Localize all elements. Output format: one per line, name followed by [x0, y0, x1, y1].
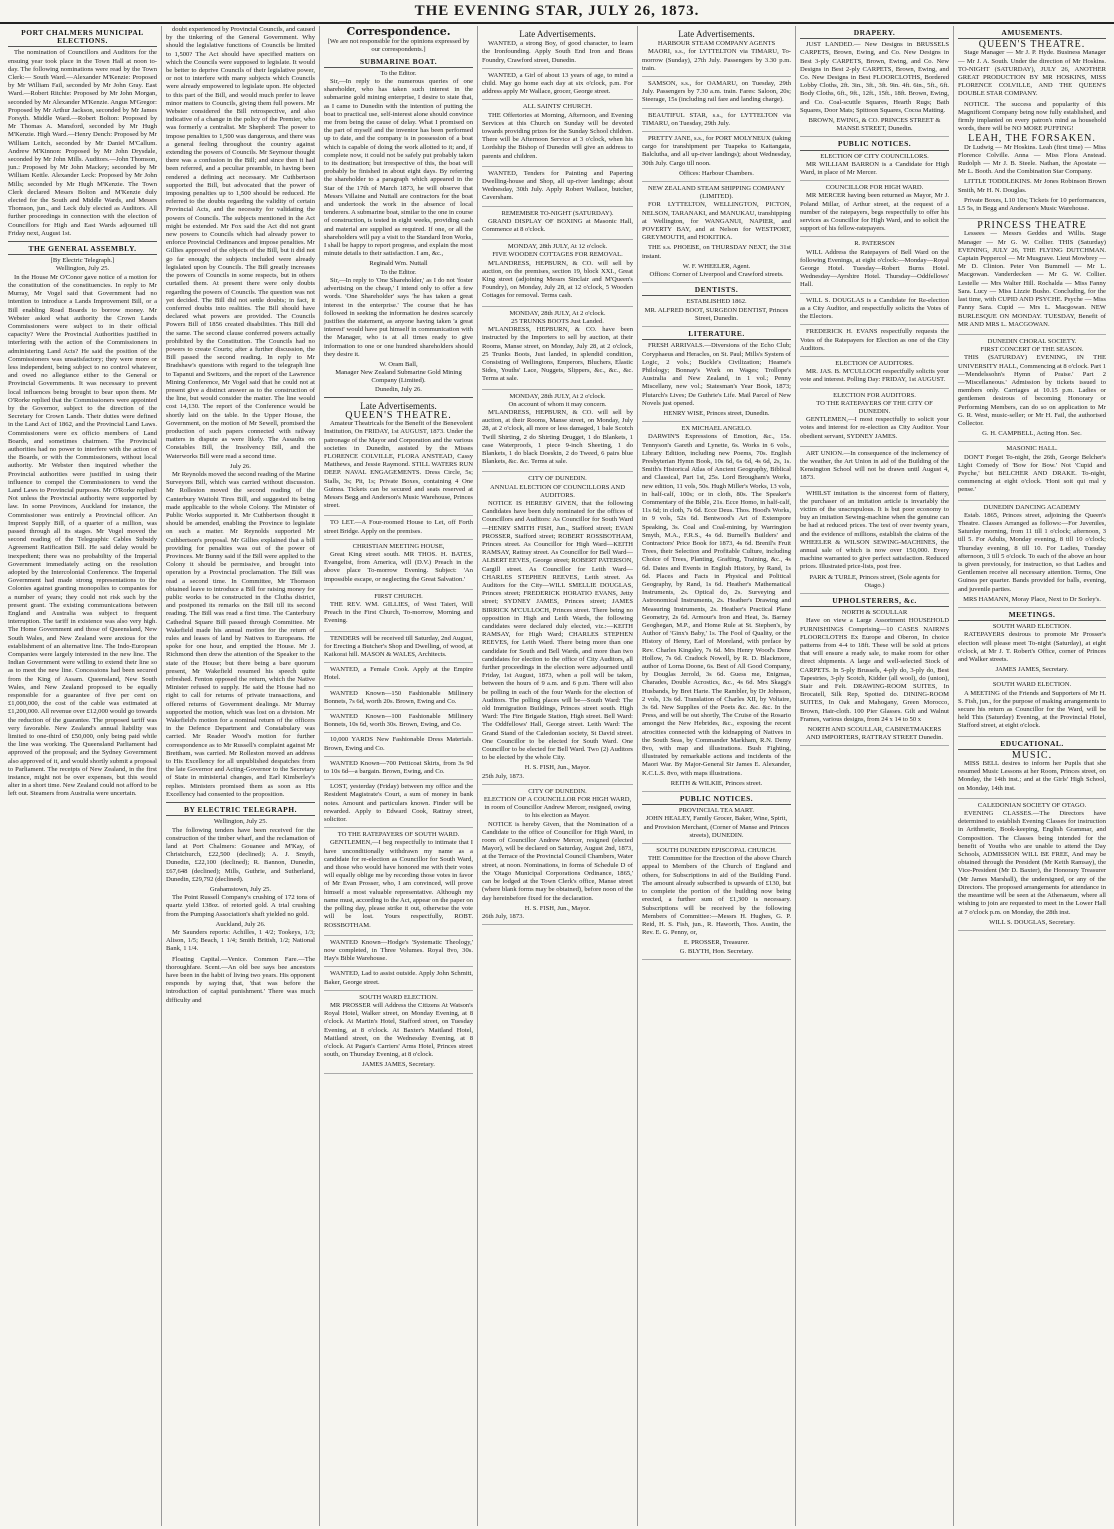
ad-body: WHILST imitation is the sincerest form of flattery, the purchaser of an imitation article is invariably the victim of the unscrupulous. It is but poor economy to buy an imitation Sewing-machine when the genuine can be had at reduced prices. The test of over twenty years, and the evidence of millions, establish the claims of the WHEELER & WILSON SEWING-MACHINES, the annual sale of which is now over 150,000. Every machine warranted to give perfect satisfaction. Reduced prices. Illustrated price-lists, post free. — [800, 489, 949, 571]
advertisement — [482, 210, 633, 241]
dateline: July 26. — [230, 462, 251, 470]
ad-headline: FIRST CHURCH. — [374, 592, 423, 600]
ad-body: Lessees — Messrs Geddes and Willis. Stage Manager — Mr G. W. Collier. THIS (Saturday) EVENING, JULY 26, THE FLYING DUTCHMAN. Captain Peppercol — Mr Musgrave. Lieut Mowbrey — Mr D. Clinton. Peter Von Bummell — Mr L. Macgowan. Vanderdecken — Mr G. W. Collier. Lestelle — Mrs Walter Hill. Rochalda — Miss Fanny Sara. Lucy — Miss Lizzie Busho. Concluding, for the last time, with CUPID AND PSYCHE. Psyche — Miss Fanny Sara. Cupid — Mrs L. Macgowan. NEW BURLESQUE ON MONDAY. TUESDAY, Benefit of MR AND MRS L. MACGOWAN. — [958, 230, 1106, 328]
ad-body: FOR LYTTELTON, WELLINGTON, PICTON, NELSON, TARANAKI, and MANUKAU, transhipping at Wellington, for WANGANUI, NAPIER, and POVERTY BAY, and at Nelson for WESTPORT, GREYMOUTH, and HOKITIKA. — [642, 201, 791, 242]
ad-date: 26th July, 1873. — [482, 912, 525, 920]
ad-headline: PRINCESS THEATRE — [977, 220, 1087, 232]
ad-headline: ALL SAINTS' CHURCH. — [522, 103, 593, 111]
ad-signature: W. F. WHEELER, Agent. — [682, 262, 751, 270]
ad-headline: MUSIC. — [1011, 749, 1053, 761]
ad-signature: E. PROSSER, Treasurer. — [683, 939, 750, 947]
page-columns — [4, 26, 1110, 1526]
advertisement: WANTED, a strong Boy, of good character, to learn the Ironfounding. Apply South End Iron and Brass Foundry, Crawford street, Dunedin. — [482, 40, 633, 69]
ad-body: THE REV. WM. GILLIES, of West Taieri, Will Preach in the First Church, To-morrow, Morning and Evening. — [324, 601, 473, 625]
ad-subhead: ANNUAL ELECTION OF COUNCILLORS AND AUDITORS. — [490, 483, 625, 499]
section-title: Late Advertisements. — [360, 400, 437, 411]
ad-body: THE s.s. PHOEBE, on THURSDAY NEXT, the 31st instant. — [642, 244, 791, 260]
category-header: PUBLIC NOTICES. — [642, 795, 791, 805]
column-3 — [320, 26, 478, 1526]
signature-date: Dunedin, July 26. — [375, 385, 422, 393]
article-headline: BY ELECTRIC TELEGRAPH. — [166, 806, 315, 816]
telegraph-label: [By Electric Telegraph.] — [50, 257, 115, 265]
letter-body: Sir,—In reply to 'One Shareholder,' as I do not 'foster advertising on the cheap,' I intend only to offer a few words. 'One Shareholder' says 'he has taken a great interest in the enterprise.' The course that he has followed in seeking the information he desires scarcely justifies the statement, as anyone having taken 'a great interest' would have put himself in communication with the Manager, who is at all times ready to give information to one or one hundred shareholders should they desire it. — [324, 276, 473, 358]
ad-signature: JAMES JAMES, Secretary. — [995, 666, 1069, 674]
advertisement — [324, 409, 473, 516]
advertisement — [482, 393, 633, 473]
advertisement — [642, 847, 791, 960]
ad-body: MR. ALFRED BOOT, SURGEON DENTIST, Princes Street, Dunedin. — [644, 306, 789, 322]
advertisement — [642, 342, 791, 422]
ad-signature: MRS HAMANN, Moray Place, Next to Dr Sorley's. — [963, 595, 1101, 603]
article-body: Mr Saunders reports: Achilles, 1 4/2; Tookeys, 1/3; Alison, 1/5; Beach, 1 1/4; Smith British, 1/2; National Bank, 1 1/4. — [166, 928, 315, 953]
advertisement: LOST, yesterday (Friday) between my office and the Resident Magistrate's Court, a sum of money in bank notes. Amount and particulars known. Finder will be rewarded. Apply to Edward Cook, Rattray street, solicitor. — [324, 783, 473, 828]
ad-body: GENTLEMEN,—I beg respectfully to intimate that I have unconditionally withdrawn my name as a candidate for re-election as Councillor for South Ward, and those who would have honored me with their votes will equally oblige me by recording those votes in favor of Mr Evan Prosser, who, I am convinced, will prove himself a most valuable representative. Although my name must, according to the Act, appear on the paper on the polling day, please strike it out, otherwise the vote will be lost. Yours respectfully, ROBT. ROSSBOTHAM. — [324, 839, 473, 929]
advertisement: MR WILLIAM BARRON is a Candidate for High Ward, in place of Mr Mercer. — [800, 161, 949, 181]
ad-headline: SOUTH WARD ELECTION. — [359, 993, 438, 1001]
ad-signature: JAMES JAMES, Secretary. — [362, 1061, 435, 1069]
ad-body: THE Committee for the Erection of the above Church appeal to Members of the Church of England and others, for Subscriptions in aid of the Building Fund. The amount already subscribed is upwards of £130, but to complete the portion of the building now being erected, a further sum of £1,300 is necessary. Subscriptions will be received by the following Members of Committee:—Messrs H. Hughes, G. P. Reid, H. S. Fish, jun., R. Haworth, Thos. Austin, the Rev. E. G. Penny, or, — [642, 855, 791, 937]
advertisement: FREDERICK H. EVANS respectfully requests the Votes of the Ratepayers for Election as one of the City Auditors. — [800, 328, 949, 357]
advertisement: WANTED Known—700 Petticoat Skirts, from 3s 9d to 10s 6d—a bargain. Brown, Ewing, and Co. — [324, 760, 473, 780]
ad-signature: HENRY WISE, Princes street, Dunedin. — [663, 409, 770, 417]
column-7 — [954, 26, 1110, 1526]
ad-subhead: On account of whom it may concern. — [508, 400, 607, 408]
article-body: The following tenders have been received for the construction of the timber wharf, and the reclamation of land at Port Chalmers: Gouanee and M'Kay, of Christchurch, £22,500 (declined); A. J. Smyth, Dunedin, £22,100 (declined); R. Bannon, Dunedin, £67,648 (declined); Mills, Guthrie, and Sutherland, Dunedin, £29,792 (declined). — [166, 826, 315, 883]
advertisement: WILL S. DOUGLAS is a Candidate for Re-election as a City Auditor, and respectfully solicits the Votes of the Electors. — [800, 297, 949, 326]
advertisement — [642, 807, 791, 844]
ad-headline: DUNEDIN CHORAL SOCIETY. — [987, 337, 1077, 345]
advertisement — [958, 802, 1106, 931]
signature: W. Oram Ball, — [379, 360, 418, 368]
dateline: Wellington, July 25. — [55, 265, 110, 273]
ad-body: Stage Manager — Mr J. P. Hyde. Business Manager — Mr J. A. South. Under the direction of Mr Hoskins. TO-NIGHT (SATURDAY), JULY 26, ANOTHER GREAT PRODUCTION BY MR HOSKINS, MISS FLORENCE COLVILLE, AND THE QUEEN'S DOUBLE STAR COMPANY. — [958, 49, 1106, 98]
ad-subhead: FIRST CONCERT OF THE SEASON. — [980, 346, 1084, 354]
category-header: MEETINGS. — [958, 611, 1106, 621]
ad-body: FRESH ARRIVALS.—Diversions of the Echo Club; Coryphaeus and Heracles, on St. Paul; Mills's System of Logic, 2 vols.; Buckle's Civilization; Heame's Philology; Bonnay's Work on Wages; Trollope's Australia and New Zealand, in 1 vol.; Penny Miscellany, new vol.; Statesman's Year Book, 1873; Plutarch's Lives; De Guthrie's Life. Mail Parcel of New Novels just opened. — [642, 342, 791, 407]
ad-headline: CHRISTIAN MEETING HOUSE, — [352, 542, 445, 550]
ad-subhead: TO THE RATEPAYERS OF THE CITY OF DUNEDIN. — [816, 399, 933, 415]
ad-headline: CITY OF DUNEDIN. — [528, 475, 587, 483]
advertisement — [482, 475, 633, 785]
category-header: EDUCATIONAL. — [958, 740, 1106, 750]
ad-body: Amateur Theatricals for the Benefit of the Benevolent Institution, On FRIDAY, 1st AUGUST, 1873. Under the patronage of the Mayor and Corporation and the various societies in Dunedin, assisted by the Misses FLORENCE COLVILLE, FLORA ANSTEAD, Cassy Matthews, and Jessie Raymond. STILL WATERS RUN DEEP. NAVAL ENGAGEMENTS. Dress Circle, 5s; Stalls, 3s; Pit, 1s; Private Boxes, containing 4 One Guinea. Tickets can be secured and seats reserved at Messrs Begg and Anderson's Music Warehouse, Princes street. — [324, 420, 473, 510]
advertisement: TENDERS will be received till Saturday, 2nd August, for Erecting a Butcher's Shop and Dwelling, of wood, at Kaikorai hill. MASON & WALES, Architects. — [324, 635, 473, 664]
article-headline: PORT CHALMERS MUNICIPAL ELECTIONS. — [8, 29, 157, 47]
signature: Reginald Wm. Nuttall — [369, 260, 428, 268]
signature-title: Manager New Zealand Submarine Gold Mining Company (Limited). — [335, 369, 462, 385]
divider — [8, 241, 157, 242]
ad-headline: MASONIC HALL. — [1006, 445, 1058, 453]
ad-body: Private Boxes, L10 10s; Tickets for 10 performances, L5 5s, in Begg and Anderson's Music Warehouse. — [958, 196, 1106, 213]
ad-body: THE Offertories at Morning, Afternoon, and Evening Services at this Church on Sunday will be devoted towards providing prizes for the Sunday School children. There will be Afternoon Service at 3 o'clock, when his Lordship the Bishop of Dunedin will give an address to parents and children. — [482, 111, 633, 160]
advertisement: WANTED, a Female Cook. Apply at the Empire Hotel. — [324, 666, 473, 686]
divider — [166, 802, 315, 803]
ad-signature: NORTH AND SCOULLAR, CABINETMAKERS AND IMPORTERS, RATTRAY STREET Dunedin. — [805, 726, 944, 742]
column-5 — [638, 26, 796, 1526]
advertisement — [800, 400, 949, 447]
masthead: THE EVENING STAR, JULY 26, 1873. — [0, 0, 1114, 24]
category-header: PUBLIC NOTICES. — [800, 140, 949, 150]
ad-headline: CITY OF DUNEDIN. — [528, 787, 587, 795]
ad-body: GENTLEMEN,—I most respectfully to solicit your votes and interest for re-election as City Auditor. Your obedient servant, SYDNEY JAMES. — [800, 416, 949, 440]
ad-body: Great King street south. MR THOS. H. BATES, Evangelist, from America, will (D.V.) Preach in the above place To-morrow Evening. Subject: 'An impossible escape, or neglecting the Great Salvation.' — [324, 550, 473, 583]
ad-signature: H. S. FISH, Jun., Mayor. — [524, 764, 591, 772]
category-header: LITERATURE. — [642, 330, 791, 340]
category-header: UPHOLSTERERS, &c. — [800, 597, 949, 607]
ad-signature: G. H. CAMPBELL, Acting Hon. Sec. — [982, 430, 1082, 438]
advertisement — [958, 749, 1106, 799]
advertisement — [324, 994, 473, 1074]
advertisement — [958, 222, 1106, 335]
ad-body: Dr Ludwig — Mr Hoskins. Leah (first time) — Miss Florence Colville. Anna — Miss Flora Anstead. Rudolph — Mr J. B. Steele. Nathan, the Apostate — Mr L. Booth. And the Combination Star Company. — [958, 143, 1106, 176]
category-header: DENTISTS. — [642, 286, 791, 296]
advertisement — [958, 623, 1106, 678]
advertisement — [482, 310, 633, 390]
article-body: In the House Mr O'Conor gave notice of a motion for the constitution of the constituencies. In reply to Mr Murray, Mr Vogel said that Government had no intention to introduce a Lands Improvement Bill, or a Bill enabling Road Boards to borrow money. Mr Webster asked what authority the Crown Lands Commissioners were subject to in their official capacity? Were the Provincial Authorities justified in interfering with the action of the Commissioners in administering Land Acts? He said the position of the Commissioners was unsatisfactory; they were more or less independent, being subject to no control whatever, and owed no allegiance either to the General or Provincial Governments. It was necessary to prevent local influences being brought to bear upon them. Mr O'Rorke replied that the Commissioners were appointed by the Governor, subject to the direction of the Secretary for Crown Lands. Their duties were defined in the Land Act of 1862, and the Provincial Land Laws. Commissioners were ex officio members of Land Boards, and sometimes chairmen. The Provincial authorities had no power to interfere with the action of the Boards, or with the Commissioners, without local authority. Mr Webster then inquired whether the Provincial authorities were justified in using their influence to compel the Commissioners to vend the Land Laws to Provincial purposes. Mr O'Rorke replied: Not unless the Provincial authority were supported by law. In some Provinces, Auckland for instance, the Commissioner was entirely a Provincial officer. An Imprest Supply Bill, of a quarter of a million, was passed through all its stages. Mr Vogel moved the second reading of the Telegraphic Cables Subsidy Agreement Ratification Bill. He said delay would be inexpedient; there was no probability of the Imperial Government immediately acting on the resolution adopted by the Intercolonial Conference. The Imperial Government had made strong representations to the Colonies against granting monopolies to companies for a number of years; they could not risk such by the present grant. The existing communications between England and Australia was subject to frequent interruption. The tariff in existence was also very high. The Home Government and those of Queensland, New South Wales, and New Zealand were anxious for the establishment of an alternative line. The Indo-European Companies were largely interested in the new line. The Indian Government were willing to extend their line so as to meet the new line. Concessions had been secured from the King of Assam. Queensland, New South Wales, and New Zealand proposed to be equally responsible for a guarantee of five per cent on £1,000,000, the cost of the cable was estimated at £1,200,000. All revenue over £12,000 would go towards the reduction of the guarantee. The proposed tariff was very favorable. New Zealand's annual liability was limited to one-third of £50,000, only being paid while the line was working. The Queensland Parliament had approved of the proposal; and the Sydney Government also approved of it, and would shortly submit a proposal to Parliament. The receipts of New Zealand, in the first instance, might not be over expenses, but this would alter in a short time. New Zealand could not afford to be left out. Steamers from Australia were uncertain. — [8, 273, 157, 798]
ad-body: JUST LANDED.— New Designs in BRUSSELS CARPETS, Brown, Ewing, and Co. New Designs in Best 3-ply CARPETS, Brown, Ewing, and Co. New Designs in Best 2-ply CARPETS, Brown, Ewing, and Co. New Designs in Best FLOORCLOTHS, Bordered Lobby Cloths, 2ft. 3in., 3ft., 3ft. 9in. 4ft. 6in., 5ft., 6ft. Body Cloths, 6ft., 9ft., 12ft., 15ft., 18ft. Brown, Ewing, and Co. Coal-scuttle Squares, Hearth Rugs; Bath Squares, Door Mats; Spittoon Squares, Cocoa Matting. — [800, 41, 949, 114]
advertisement — [642, 135, 791, 182]
advertisement: ART UNION.—In consequence of the inclemency of the weather, the Art Union in aid of the Building of the Kensington School will not be drawn until August 4, 1873. — [800, 450, 949, 487]
ad-body: NOTICE is hereby Given, that the Nomination of a Candidate to the office of Councillor for High Ward, in room of Councillor Andrew Mercer, resigned (elected Mayor), will be declared on Saturday, August 2nd, 1873, at the Terrace of the Provincial Council Chambers, Water street, at noon. Nominations, in forms of Schedule D of the 'Otago Municipal Corporations Ordinance, 1865,' can be lodged at the Town Clerk's office, Manse street (where blank forms may be obtained), before noon of the day hereinbefore fixed for the declaration. — [482, 820, 633, 902]
column-4 — [478, 26, 638, 1526]
ad-headline: MONDAY, 28th JULY, At 12 o'clock. — [507, 243, 608, 251]
category-header: AMUSEMENTS. — [958, 29, 1106, 39]
ad-body: NOTICE IS HEREBY GIVEN, that the following Candidates have been duly nominated for the offices of Councillors and Auditors: As Councillor for South Ward—HENRY SMITH FISH, Jun., Stafford street; EVAN PROSSER, Stafford street; ROBERT ROSSBOTHAM, Princes street. As Councillor for High Ward—KEITH RAMSAY, Rattray street. As Councillor for Bell Ward—ALBERT EEVES, George street; ROBERT PATERSON, Cargill street. As Councillor for Leith Ward—CHARLES STEPHEN REEVES, Leith street. As Auditors for the City—WILL SMELLIE DOUGLAS, Princes street; FREDERICK HORATIO EVANS, Jetty street; SYDNEY JAMES, Princes street; JAMES BIRRICK M'CULLOCH, Princes street. There being no opposition in High and Leith Wards, the following candidates were declared duly elected, viz.:—KEITH RAMSAY, for High Ward; CHARLES STEPHEN REEVES, for Leith Ward. There being more than one candidate for South and Bell Wards, and more than two candidates for election to the office of City Auditors, all further proceedings in the election were adjourned until Friday, 1st August, 1873, when a poll will be taken, between the hours of 9 a.m. and 6 p.m. There will also be polling in each of the four Wards for the election of Auditors. The polling places will be—South Ward: The old Immigration Buildings, Princes street south. High Ward: The Fire Brigade Station, High street. Bell Ward: The Oddfellows' Hall, George street. Leith Ward: The Grand Stand of the Caledonian society, St David street. One Councillor to be elected for South Ward. One Councillor to be elected for Bell Ward. Two (2) Auditors to be elected by the whole City. — [482, 499, 633, 762]
ad-body: M'LANDRESS, HEPBURN, & CO. will sell by auction, on the premises, section 19, block XXI., Great King street (adjoining Messrs Sinclair and M'Queen's Foundry), on Monday, July 28, at 12 o'clock, 5 Wooden Cottages for removal. Terms cash. — [482, 259, 633, 300]
advertisement — [958, 445, 1106, 500]
ad-body: MR PROSSER will Address the Citizens At Watson's Royal Hotel, Walker street, on Monday Evening, at 8 o'clock. At Martin's Hotel, Stafford street, on Tuesday Evening, at 8 o'clock. At Baxter's Maitland Hotel, Maitland street, on the Wednesday Evening, at 8 o'clock. At Pagan's Carriers' Arms Hotel, Princes street south, on Thursday Evening, at 8 o'clock. — [324, 1001, 473, 1059]
advertisement — [958, 338, 1106, 442]
column-1 — [4, 26, 162, 1526]
advertisement — [958, 504, 1106, 608]
ad-body: LITTLE TODDLEKINS. Mr Jones Robinson Brown Smith, Mr H. N. Douglas. — [958, 178, 1106, 194]
ad-signature: REITH & WILKIE, Princes street. — [670, 779, 763, 787]
advertisement: TO LET.—A Four-roomed House to Let, off Forth street Bridge. Apply on the premises. — [324, 519, 473, 539]
advertisement: WANTED, Tenders for Painting and Papering Dwelling-house and Shop, all up-river landings; about Wednesday, 30th July. Apply Robert Wallace, butcher, Caversham. — [482, 170, 633, 207]
article-body: Floating Capital.—Venice. Common Fare.—The thoroughfare. Scent.—An old bee says bee ancestors have been in the habit of living two years. His opponent responds by saying that, 'that was before the introduction of capital punishment.' There was much difficulty and — [166, 955, 315, 1004]
ad-headline: MONDAY, 28th JULY, At 2 o'clock. — [509, 309, 606, 317]
advertisement: WANTED Known—150 Fashionable Millinery Bonnets, 7s 6d, worth 20s. Brown, Ewing and Co. — [324, 690, 473, 710]
advertisement: WANTED Known—100 Fashionable Millinery Bonnets, 10s 6d, worth 30s. Brown, Ewing, and Co. — [324, 713, 473, 733]
salutation: To the Editor. — [380, 69, 417, 77]
ad-body: DARWIN'S Expressions of Emotion, &c., 15s. Tennyson's Gareth and Lynette, 6s. Works in 6 vols., Library Edition, including new Poems, 70s. English Presbyterian Hymn Book, 10s 6d, 6s 6d, 4s 6d, 2s, 1s. Smith's Historical Atlas of Ancient Geography, Biblical and Classical, Part 1st, 25s. Lord Brougham's Works, new edition, 11 vols, 50s. Hugh Miller's Works, 13 vols, in half-calf, 100s; or in cloth, 80s. The Speaker's Commentary of the Bible, 21s. Ecce Homo, in half-calf, 11s 6d; in cloth, 7s 6d. Ecce Deus. Thos. Hood's Works, in 9 vols, 52s 6d. Bentwood's Art of Extempore Speaking, 3s. Coal and Coal-mining, by Warrington Smyth, M.A., F.R.S., 4s 6d. Burnell's Builders' and Contractors' Price Book for 1873, 4s 6d. Brenil's Fruit Trees, their Selection and Profitable Culture, including Choice of Trees, Planting, Grafting, Training, &c., 4s 6d. Dates and Events in English History, by Rand, 1s 6d. Places and Facts in Physical and Political Geography, by Rand, 1s 6d. Heather's Mathematical Instruments, 2s. Optical do, 2s. Surveying and Astronomical Instruments, 2s. Heather's Drawing and Measuring Instruments, 2s. Heather's Practical Plane Geometry, 2s 6d. Armour's Iron and Heat, 3s. Barney Geoghegan, M.P., and Home Rule at St. Stephen's, by Author of 'Ginx's Baby,' 1s. The Fool of Quality, or the History of Henry, Earl of Moreland, with preface by Rev. Charles Kingsley, 7s 6d. Mrs Henry Wood's Dene Hollow, 7s 6d. Cradock Nowell, by R. D. Blackmore, author of Lorna Doone, 6s. Best of All Good Company, by Douglas Jerrold, 3s 6d. Guess me, Enigmas, Charades, Double Acrostics, &c., 4s 6d. Mrs Skagg's Husbands, by Bret Harte. The Rambler, by Dr Johnson, 2 vols, 13s 6d. Translation of Charles XII, by Voltaire, 3s 6d. New Supplies of the Poets &c. &c. &c. In the Press, and will be out shortly, The Cruise of the Rosario amongst the New Hebrides, &c., exposing the recent atrocities connected with the kidnapping of Natives in the South Seas, by Commander Markham, R.N. Demy 8vo, with map and illustrations. Bush Fighting, illustrated by remarkable actions and incidents of the Maori War. By Major-General Sir James E. Alexander, K.C.L.S. 8vo, with maps illustrations. — [642, 433, 791, 777]
ad-subhead: in room of Councillor Andrew Mercer, resigned, owing to his election as Mayor. — [484, 804, 631, 820]
category-header: DRAPERY. — [800, 29, 949, 39]
advertisement — [800, 41, 949, 137]
ad-signature: G. BLYTH, Hon. Secretary. — [679, 947, 754, 955]
advertisement: MR. JAS. B. M'CULLOCH respectfully solicits your vote and interest. Polling Day: FRIDAY, 1st AUGUST. — [800, 368, 949, 388]
advertisement — [324, 831, 473, 935]
ad-body: THIS (SATURDAY) EVENING, IN THE UNIVERSITY HALL, Commencing at 8 o'clock. Part 1—'Mendelssohn's Hymn of Praise.' Part 2—'Miscellaneous.' Admission by tickets issued to members only. Carriages at 10.15 p.m. Ladies or gentlemen desirous of becoming Honorary or Performing Members, can do so on application to Mr G. R. West, music-seller; or Mr H. Fail, the authorised Collector. — [958, 354, 1106, 427]
ad-headline: R. PATERSON — [854, 240, 895, 248]
ad-body: A MEETING of the Friends and Supporters of Mr H. S. Fish, jun., for the purpose of making arrangements to secure his return as Councillor for the Ward, will be held This (Saturday) Evening, at the Provincial Hotel, Stafford street, at eight o'clock. — [958, 689, 1106, 730]
ad-subhead: 25 TRUNKS BOOTS Just Landed. — [511, 317, 604, 325]
advertisement: WANTED Known—Hodge's 'Systematic Theology,' now completed, in Three Volumes. Royal 8vo, 30s. Hay's Bible Warehouse. — [324, 939, 473, 968]
advertisement: 10,000 YARDS New Fashionable Dress Materials. Brown, Ewing and Co. — [324, 736, 473, 756]
divider — [324, 397, 473, 398]
ad-headline: QUEEN'S THEATRE. — [345, 409, 452, 421]
ad-body: NOTICE. The success and popularity of this Magnificent Company being now fully established, and firmly implanted on every patron's mind as household words, there will be NO MORE PUFFING! — [958, 100, 1106, 133]
ad-body: GRAND DISPLAY OF BOXING at Masonic Hall, Commence at 8 o'clock. — [482, 217, 633, 234]
advertisement — [324, 593, 473, 632]
ad-headline: CALEDONIAN SOCIETY OF OTAGO. — [977, 801, 1087, 809]
ad-office: Offices: Harbour Chambers. — [679, 169, 754, 177]
article-headline: THE GENERAL ASSEMBLY. — [8, 245, 157, 255]
ad-signature: H. S. FISH, Jun., Mayor. — [524, 904, 591, 912]
ad-subhead: LEAH, THE FORSAKEN. — [968, 133, 1096, 145]
ad-headline: NORTH & SCOULLAR — [841, 609, 908, 617]
ad-signature: BROWN, EWING, & CO. PRINCES STREET & MANSE STREET, Dunedin. — [808, 117, 941, 133]
article-body: Mr Reynolds moved the second reading of the Marine Surveyors Bill, which was carried without discussion. Mr Rolleston moved the second reading of the Canterbury Waitohi Tires Bill, and suggested its being made applicable to the whole Colony. The Minister of Public Works supported it. Mr Cuthbertson thought it should be amended, enabling the Province to legislate on such a matter. Mr Reynolds supported Mr Cuthbertson's proposal. Mr Gillies explained that a bill providing for penalties was out of the power of Provinces. Mr Bunny said if the Bill were applied to the Colony it should be permissive, and brought into operation by a Provincial proclamation. The Bill was read a second time. In Committee, Mr Thomson obtained leave to introduce a Bill for raising money for public works to be constructed in the Clutha district, and postponed its remarks on the Bill till its second reading. The Bill was read a first time. The Canterbury Cathedral Square Bill passed through Committee. Mr Wakefield made his annual motion for the return of rules and leases of land by Natives to Europeans. He spoke for one hour, and emptied the House. Mr J. Richmond then drew the attention of the Speaker to the state of the House; but there being a bare quorum present, Mr Wakefield resumed his speech quite refreshed. Fenton opposed the return, which the Native Minister refused to supply. He said the House had no right to call for returns of private transactions, and offered returns of Government dealings. Mr Murray supported the motion, which was lost on a division. Mr Wakefield's motion for a nominal return of the officers in the Defence Department and Constabulary was carried. Mr Reader Wood's motion for further correspondence as to Mr Russell's complaint against Mr Brettham, was carried. Mr Rolleston moved an address to His Excellency for all unpublished despatches from the late Governor and Acting-Governor to the Secretary of State in ministerial changes, and Earl Kimberley's replies. Ministers promised them as soon as His Excellency had consented to the proposition. — [166, 470, 315, 798]
ad-body: Have on view a Large Assortment HOUSEHOLD FURNISHINGS Comprising—10 CASES NAIRN'S FLOORCLOTHS Ex Europe and Oberon, In choice patterns from 4-4 to 18ft. These will be sold at prices that will ensure a ready sale, to make room for other direct shipments. A large and well-selected Stock of CARPETS. In 5-ply Brussels, 4-ply do, 3-ply do, Best Tapestries, 3-ply Scotch, Kidder (all wool), do (union), Stair and Felt. DRAWING-ROOM SUITES, In Brocatell, Silk Rep, Spotted do. DINING-ROOM SUITES, In Oak and Mahogany, Green Morocco, Brown, Hair-cloth. 100 Pier Glasses. Gilt and Walnut Frames, various designs, from 24 x 14 to 50 x — [800, 617, 949, 723]
column-2 — [162, 26, 320, 1526]
advertisement: SAMSON, s.s., for OAMARU, on Tuesday, 29th July. Passengers by 7.30 a.m. train. Fares: Saloon, 20s; Steerage, 15s (including rail fare and landing charge). — [642, 80, 791, 109]
dateline: Wellington, July 25. — [213, 818, 268, 826]
ad-headline: MONDAY, 28th JULY, At 2 o'clock. — [509, 392, 606, 400]
ad-body: DON'T Forget To-night, the 26th, George Belcher's Light Comedy of 'Bow for Bow.' Not 'Cupid and Psyche,' but BELCHER AND DRAKE. To-night, commencing at eight o'clock. 'Honi soit qui mal y pense.' — [958, 453, 1106, 494]
disclaimer: [We are not responsible for the opinions expressed by our correspondents.] — [327, 38, 470, 54]
section-title: Late Advertisements. — [678, 29, 755, 39]
advertisement: MAORI, s.s., for LYTTELTON via TIMARU, To-morrow (Sunday), 27th July. Passengers by 3.30 p.m. train. — [642, 48, 791, 77]
salutation: To the Editor. — [380, 268, 417, 276]
advertisement: WANTED, a Girl of about 13 years of age, to mind a child. May go home each day at six o'clock, p.m. For address apply Mr Wallace, grocer, George street. — [482, 72, 633, 101]
ad-headline: NEW ZEALAND STEAM SHIPPING COMPANY (LIMITED). — [647, 185, 785, 201]
article-body: The nomination of Councillors and Auditors for the ensuing year took place in the Town Hall at noon to-day. The following nominations were read by the Town Clerk:— South Ward.—Alexander M'Kenzie: Proposed by Mr William Fail, seconded by Mr John Gray. East Ward.—Robert Ritchie: Proposed by Mr John Morgan, seconded by Mr Alexander M'Kenzie. Angus M'Gregor: Proposed by Mr Arthur Jackson, seconded by Mr James Forsyth. Middle Ward.—Robert Bolton: Proposed by Mr Thomas A. Mansford, seconded by Mr Hugh M'Kenzie. High Ward.—Henry Dench: Proposed by Mr William Leitch, seconded by Mr Daniel M'Callum. Andrew M'Kinnon: Proposed by Mr John Drysdale, seconded by Mr John Mills. Auditors.—John Thomson, jun.: Proposed by Mr John Mackey; seconded by Mr William Kettle. Alexander Leck: Proposed by Mr John Mills; seconded by Mr Hugh M'Kenzie. The Town Clerk declared Messrs Bolton and M'Kenzie duly elected for the South and Middle Wards, and Messrs Thomson, jun., and Leck duly elected as Auditors. All further proceedings in connection with the election of Councillors for High and East Wards adjourned till Friday next, August 1st. — [8, 49, 157, 237]
advertisement — [482, 243, 633, 306]
ad-office: Offices: Corner of Liverpool and Crawford streets. — [649, 271, 784, 279]
ad-headline: ELECTION OF CITY COUNCILLORS. — [820, 152, 929, 160]
advertisement: BEAUTIFUL STAR, s.s., for LYTTELTON via TIMARU, on Tuesday, 29th July. — [642, 112, 791, 132]
advertisement — [800, 609, 949, 746]
advertisement: WANTED, Lad to assist outside. Apply John Schmitt, Baker, George street. — [324, 970, 473, 990]
dateline: Auckland, July 26. — [215, 920, 266, 928]
ad-headline: SOUTH DUNEDIN EPISCOPAL CHURCH. — [656, 847, 777, 855]
ad-headline: TO THE RATEPAYERS OF SOUTH WARD. — [337, 831, 460, 839]
ad-body: JOHN HEALEY, Family Grocer, Baker, Wine, Spirit, and Provision Merchant, (Corner of Manse and Princes streets), DUNEDIN. — [643, 815, 790, 839]
ad-headline: REMEMBER TO-NIGHT (SATURDAY). — [501, 209, 614, 217]
ad-headline: COUNCILLOR FOR HIGH WARD. — [825, 184, 924, 192]
article-body: doubt experienced by Provincial Councils, and caused by the tinkering of the General Government. Why should the legislative functions of Councils be limited to 1,500? The Act should have specified matters on which the Councils were supposed to legislate. It would be better to deprive Councils of their legislative power, or not to interfere with many subjects which Councils were already empowered to legislate upon. He objected to this part of the Bill, and would much prefer to leave minor matters to Councils, giving them full powers. Mr Webster considered the Bill retrospective, and also indicative of a change in the policy of the Premier, who was formerly a centralist. Mr Shepherd: The power to impose penalties to 1,500 was dangerous, and there was a general feeling throughout the country against extending the powers of Councils. Mr Seymour thought there was a confusion in the Bill; and since then it had been referred, and a peculiar preamble, in having been rendered a defining act necessary. Mr Cuthbertson supported the Bill, but advocated that the power of imposing penalties up to 1,500 should be reduced. He referred to the doubts regarding the validity of certain Provincial Acts, and the necessity for validating the powers of Councils. The subjects mentioned in the Act might be extended. Mr Fox said the Act did not grant new powers to Councils which had already power to enforce Provincial Ordinances and impose penalties. Mr Gillies approved of the objects of the Bill, but it did not go far enough; the subjects included were already legislated upon by Councils. The Bill greatly increases the powers of Councils in some respects, but in others curtailed them. At present there were only doubts regarding the powers of Councils. The question was not yet decided. The Bill did not settle doubts; in fact, it conferred doubts into realities. The Bill should have declared what powers are provided. The Councils Powers Bill of 1856 created disabilities. This Bill did the same. The second clause conferred powers actually prohibited by the Constitution. The Councils had no powers to create Courts; after a further discussion, the Bill passed the second reading. In reply to Mr Bradshaw's questions with regard to the telegraph line to Tapanui and Switzers, and the report of the Lawrence Mining Conference, Mr Vogel said that he could not at present give a distinct answer as to the construction of the line, but would consider the matter. The line would cost 14,130. The report of the Conference would be shortly laid on the table. In the Upper House, the Government, on the motion of Mr Sewell, promised the production of such papers connected with railway matters in dispute as were likely. The Assaults on Constables Bill, the Insolvency Bill, and the Waterworks Bill were read a second time. — [166, 26, 316, 460]
ad-body: M'LANDRESS, HEPBURN, & CO. have been instructed by the Importers to sell by auction, at their Rooms, Manse street, on Monday, July 28, at 2 o'clock, 25 Trunks Boots, Just landed, in splendid condition, Consisting of Wellingtons, Emperors, Bluchers, Elastic Sides, Youths' Lace, Nuggets, Slippers, &c., &c., &c. Terms at sale. — [482, 326, 633, 383]
advertisement: MR MERCER having been returned as Mayor, Mr J. Poland Millar, of Arthur street, at the request of a number of the ratepayers, begs respectfully to offer his services as Councillor for High Ward, and to solicit the support of his fellow-ratepayers. — [800, 192, 949, 237]
ad-headline: SOUTH WARD ELECTION. — [992, 681, 1072, 689]
ad-body: MISS BELL desires to inform her Pupils that she resumed Music Lessons at her Room, Princes street, on Monday, the 14th inst.; and at the Girls' High School, on Monday, 14th inst. — [958, 760, 1106, 792]
advertisement: WILL Address the Ratepayers of Bell Ward on the following Evenings, at eight o'clock:—Monday—Royal George Hotel. Tuesday—Robert Burns Hotel. Wednesday—Ayrshire Hotel. Thursday—Oddfellows' Hall. — [800, 249, 949, 294]
ad-headline: EX MICHAEL ANGELO. — [681, 425, 752, 433]
article-body: The Point Russell Company's crushing of 172 tons of quartz yield 138oz. of retorted gold. A trial crushing from the Pumping Association's shaft yielded no gold. — [166, 894, 315, 918]
advertisement — [800, 490, 949, 594]
advertisement — [958, 681, 1106, 736]
advertisement — [482, 788, 633, 925]
advertisement — [642, 298, 791, 327]
advertisement — [324, 543, 473, 590]
ad-headline: SOUTH WARD ELECTION. — [992, 623, 1072, 631]
ad-body: PRETTY JANE, s.s., for PORT MOLYNEUX (taking cargo for transhipment per Tuapeka to Kaitangata, Balclutha, and all up-river landings); about Wednesday, 30th July. Cargo till noon. — [642, 135, 791, 167]
section-title: Correspondence. — [346, 26, 451, 38]
ad-date: 25th July, 1873. — [482, 772, 525, 780]
ad-headline: DUNEDIN DANCING ACADEMY — [983, 503, 1081, 511]
ad-headline: PROVINCIAL TEA MART. — [678, 807, 755, 815]
ad-headline: QUEEN'S THEATRE. — [978, 39, 1086, 51]
column-6 — [796, 26, 954, 1526]
ad-body: M'LANDRESS, HEPBURN, & CO. will sell by auction, at their Rooms, Manse street, on Monday, July 28, at 2 o'clock, all more or less damaged, 1 bale Scotch Twill Shirting, 2 do Shirting Drugget, 1 do Blankets, 1 case Waterproofs, 1 piece 9-inch Sheeting, 1 do Blankets, 1 do black Doeskin, 2 do Tweed, 6 pairs blue Blankets, &c. &c. Terms at sale. — [482, 408, 633, 466]
ad-signature: PARK & TURLE, Princes street, (Sole agents for Otago.) — [809, 573, 940, 589]
letter-body: Sir,—In reply to the numerous queries of one shareholder, who has taken such interest in the submarine gold mining enterprise, I desire to state that, as I came to Dunedin with the intention of putting the boat to practical use, self-interest alone should convince me from being the cause of delay. What I promised on the part of myself and the inventor has been performed up to date, and the company is in possession of a boat which is capable of doing the work allotted to it; and, if complete now, it could not be safely put probably taken to its destination; but irrespective of this, the boat will probably be finished in about eight days. By referring the shareholder to a paragraph which appeared in the Star of the 17th of March 1873, he will observe that Messrs Villaine and Nuttall are contractors for the boat and undertook the work in the absence of local tenderers. A submarine boat, similar to the one in course of construction, is tested in eight weeks, providing cash and material are supplied as required. If one, or all the shareholders will pay a visit to the Standard Iron Works, I shall be happy to report progress, and explain the most minute details to their satisfaction. I am, &c., — [324, 78, 473, 258]
ad-headline: ELECTION FOR AUDITORS. — [833, 391, 916, 399]
letter-headline: SUBMARINE BOAT. — [324, 58, 473, 68]
advertisement — [482, 103, 633, 166]
advertisement — [642, 185, 791, 283]
ad-headline: ELECTION OF AUDITORS. — [835, 359, 914, 367]
section-title: Late Advertisements. — [519, 29, 596, 39]
ad-body: RATEPAYERS desirous to promote Mr Prosser's election will please meet To-night (Saturday), at eight o'clock, at Mr J. T. Robert's Office, corner of Princes and Walker streets. — [958, 631, 1106, 664]
ad-subhead: ELECTION OF A COUNCILLOR FOR HIGH WARD, — [483, 796, 632, 804]
ad-subhead: FIVE WOODEN COTTAGES FOR REMOVAL. — [492, 251, 623, 259]
dateline: Grahamstown, July 25. — [209, 885, 272, 893]
ad-body: EVENING CLASSES.—The Directors have determined to establish Evening Classes for instruction in Arithmetic, Book-keeping, English Grammar, and Composition. The Classes being intended for the benefit of Youths who are unable to attend the Day Schools, ADMISSION WILL BE FREE, And may be obtained through the President (Mr Keith Ramsay), the Vice-President (Mr D. Baxter), the Honorary Treasurer (Mr James Marshall), the undersigned, or any of the Directors. The proposed arrangements for attendance in the meantime will be seen at the Athenaeum, where all wishing to join are requested to meet in the Lower Hall at 7 o'clock p.m. on Monday, the 28th inst. — [958, 810, 1106, 916]
ad-body: Estab. 1865, Princes street, adjoining the Queen's Theatre. Classes Arranged as follows:—For Juveniles, Saturday morning, from 11 till 1 o'clock; afternoon, 3 till 5. For Adults, Monday evening, 8 till 10 o'clock; Thursday evening, 8 till 10. For Ladies, Tuesday afternoon, 3 till 5 o'clock. To each of the above an hour is given previously, for instruction, so that Ladies and Gentlemen receive all necessary attention. Terms, One Guinea per quarter. Bands provided for balls, evening, and juvenile parties. — [958, 511, 1106, 593]
ad-signature: WILL S. DOUGLAS, Secretary. — [989, 918, 1075, 926]
advertisement — [958, 41, 1106, 219]
ad-headline: ESTABLISHED 1862. — [686, 298, 747, 306]
advertisement — [642, 425, 791, 792]
ad-headline: HARBOUR STEAM COMPANY AGENTS — [657, 40, 776, 48]
